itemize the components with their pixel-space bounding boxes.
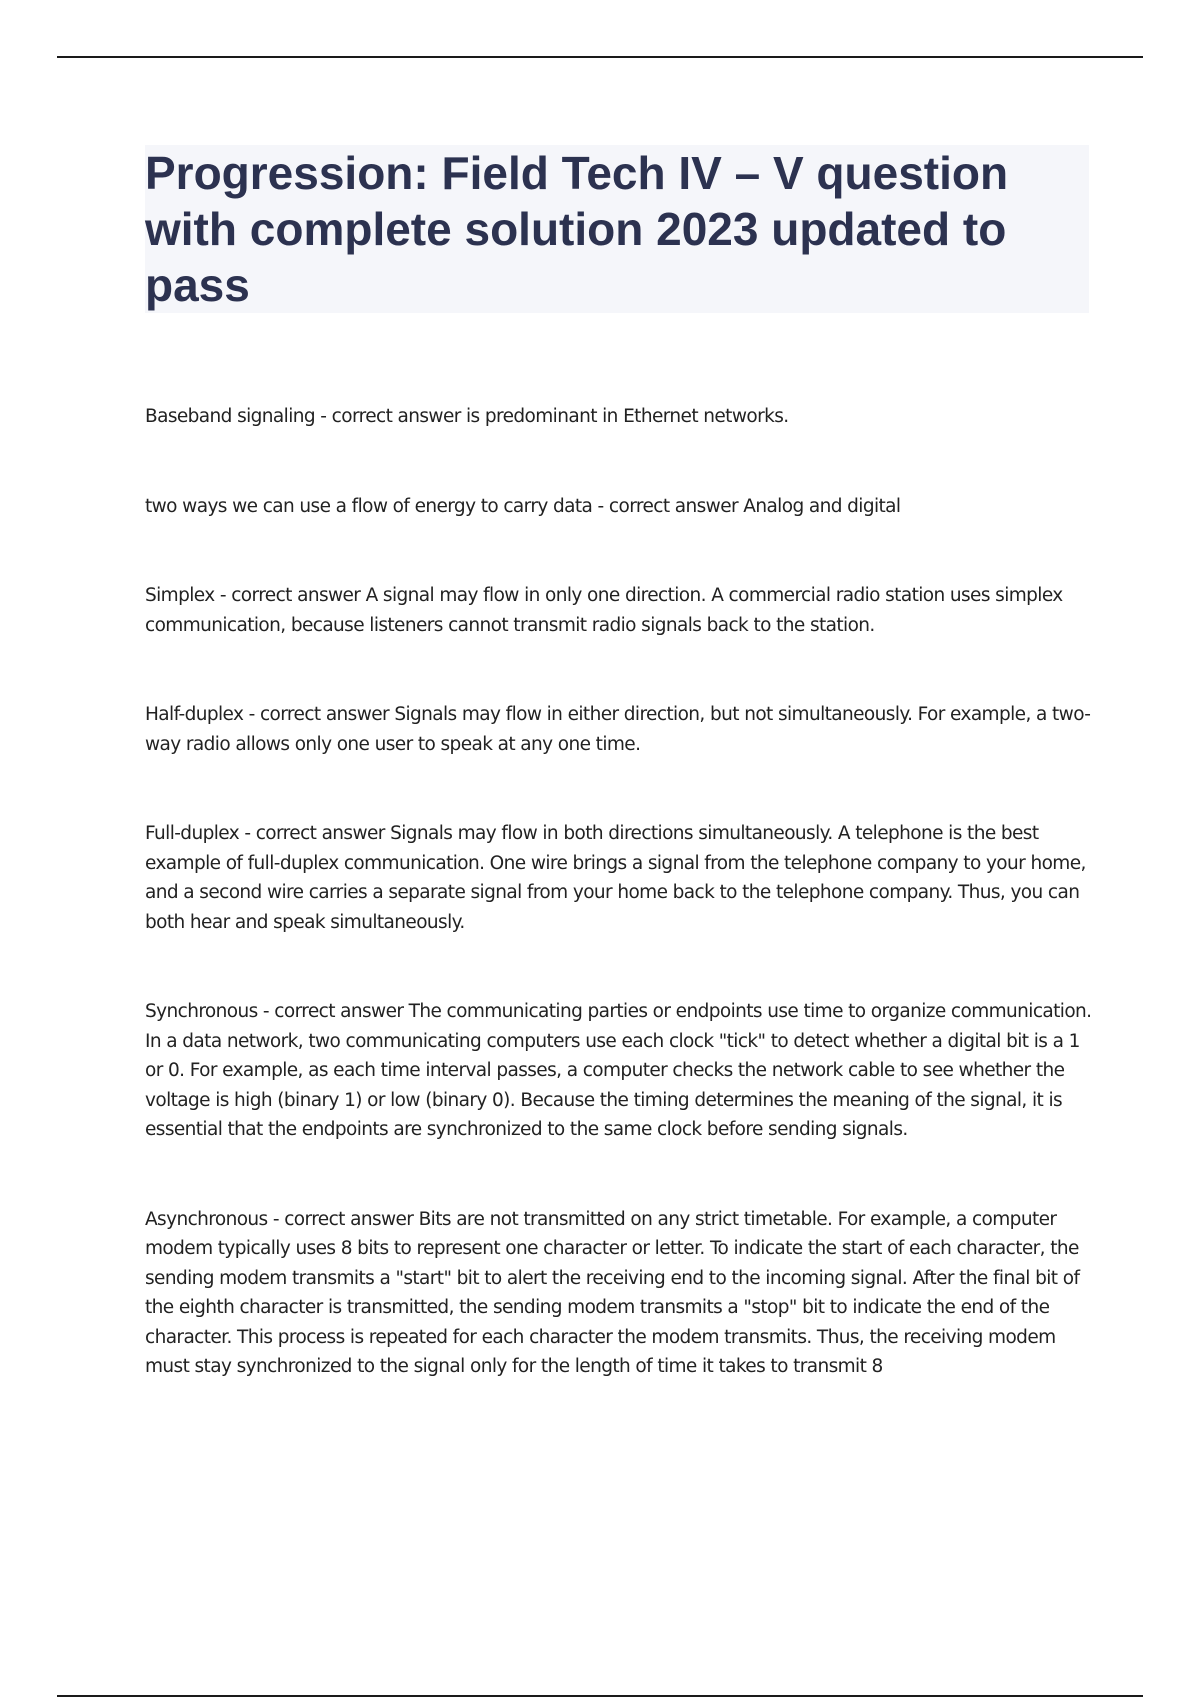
qa-entry [145,819,1095,937]
qa-term: Synchronous [145,1001,258,1022]
qa-term: two ways we can use a flow of energy to carry data [145,495,593,517]
header-rule [57,56,1143,58]
qa-entry [145,997,1095,1145]
qa-separator: - correct answer [267,1208,419,1230]
qa-separator: - correct answer [257,1001,409,1022]
qa-term: Simplex [145,585,215,606]
qa-answer: A signal may flow in only one direction. A commercial radio station uses simplex communication, because listeners cannot transmit radio signals back to the station. [145,585,1063,636]
qa-answer: Signals may flow in both directions simultaneously. A telephone is the best example of full-duplex communication. One wire brings a signal from the telephone company to your home, and a second wire carries a separate signal from your home back to the telephone company. Thus, you can both hear and speak simultaneously. [145,823,1086,933]
footer-rule [57,1695,1143,1697]
qa-list [145,402,1095,1442]
qa-entry [145,581,1095,640]
qa-separator: - correct answer [239,823,391,844]
qa-answer: Signals may flow in either direction, but not simultaneously. For example, a two-way radio allows only one user to speak at any one time. [145,704,1091,755]
qa-term: Baseband signaling [145,406,316,427]
qa-term: Half-duplex [145,704,244,725]
title-block [145,145,1089,313]
qa-answer: Analog and digital [743,495,901,517]
qa-term: Asynchronous [145,1208,268,1230]
qa-entry [145,1205,1095,1382]
qa-entry [145,402,1095,432]
qa-entry [145,700,1095,759]
qa-answer: is predominant in Ethernet networks. [466,406,789,427]
qa-separator: - correct answer [214,585,366,606]
qa-term: Full-duplex [145,823,240,844]
document-title: Progression: Field Tech IV – V question with complete solution 2023 updated to pass [145,147,1009,311]
qa-separator: - correct answer [315,406,467,427]
qa-answer: The communicating parties or endpoints use time to organize communication. In a data network, two communicating computers use each clock "tick" to detect whether a digital bit is a 1 or 0. For example, as each time interval passes, a computer checks the network cable to see whether the voltage is high (binary 1) or low (binary 0). Because the timing determines the meaning of the signal, it is essential that the endpoints are synchronized to the same clock before sending signals. [145,1001,1092,1140]
qa-separator: - correct answer [243,704,395,725]
qa-separator: - correct answer [592,495,744,517]
qa-answer: Bits are not transmitted on any strict timetable. For example, a computer modem typically uses 8 bits to represent one character or letter. To indicate the start of each character, the sending modem transmits a "start" bit to alert the receiving end to the incoming signal. After the final bit of the eighth character is transmitted, the sending modem transmits a "stop" bit to indicate the end of the character. This process is repeated for each character the modem transmits. Thus, the receiving modem must stay synchronized to the signal only for the length of time it takes to transmit 8 [145,1208,1080,1377]
qa-entry [145,492,1095,522]
